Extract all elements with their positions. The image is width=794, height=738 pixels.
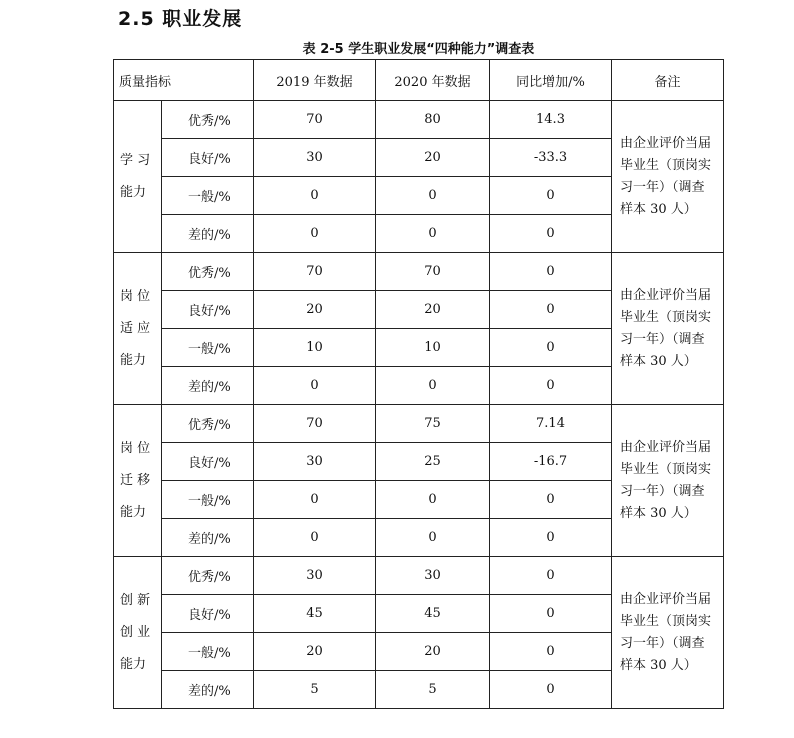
header-growth: 同比增加/%: [490, 60, 612, 101]
value-2020-cell: 0: [376, 177, 490, 215]
value-2019-cell: 30: [254, 557, 376, 595]
growth-cell: 0: [490, 329, 612, 367]
growth-cell: 14.3: [490, 101, 612, 139]
growth-cell: 0: [490, 253, 612, 291]
level-cell: 一般/%: [162, 633, 254, 671]
header-row: [114, 60, 724, 101]
value-2020-cell: 75: [376, 405, 490, 443]
value-2019-cell: 0: [254, 177, 376, 215]
value-2020-cell: 20: [376, 291, 490, 329]
level-cell: 良好/%: [162, 443, 254, 481]
value-2020-cell: 20: [376, 139, 490, 177]
note-cell: 由企业评价当届毕业生（顶岗实习一年）（调查样本 30 人）: [612, 101, 724, 253]
value-2020-cell: 80: [376, 101, 490, 139]
level-cell: 优秀/%: [162, 405, 254, 443]
value-2019-cell: 45: [254, 595, 376, 633]
level-cell: 一般/%: [162, 481, 254, 519]
level-cell: 良好/%: [162, 595, 254, 633]
value-2020-cell: 25: [376, 443, 490, 481]
table-row: [114, 405, 724, 443]
level-cell: 良好/%: [162, 139, 254, 177]
growth-cell: 0: [490, 367, 612, 405]
level-cell: 一般/%: [162, 329, 254, 367]
category-cell: [114, 557, 162, 709]
value-2019-cell: 10: [254, 329, 376, 367]
category-label-line: 创 业: [120, 624, 151, 640]
value-2019-cell: 70: [254, 253, 376, 291]
category-label-line: 迁 移: [120, 472, 151, 488]
category-cell: [114, 405, 162, 557]
level-cell: 优秀/%: [162, 253, 254, 291]
category-label-line: 岗 位: [120, 288, 151, 304]
value-2019-cell: 5: [254, 671, 376, 709]
header-indicator: 质量指标: [114, 60, 254, 101]
value-2020-cell: 0: [376, 519, 490, 557]
value-2019-cell: 30: [254, 139, 376, 177]
value-2019-cell: 0: [254, 367, 376, 405]
category-label-line: 创 新: [120, 592, 151, 608]
value-2019-cell: 70: [254, 101, 376, 139]
growth-cell: 0: [490, 291, 612, 329]
growth-cell: 0: [490, 595, 612, 633]
level-cell: 差的/%: [162, 215, 254, 253]
category-label-line: 适 应: [120, 320, 151, 336]
table-row: [114, 101, 724, 139]
value-2020-cell: 0: [376, 215, 490, 253]
category-label-line: 能力: [120, 184, 147, 200]
level-cell: 良好/%: [162, 291, 254, 329]
growth-cell: -33.3: [490, 139, 612, 177]
level-cell: 一般/%: [162, 177, 254, 215]
level-cell: 优秀/%: [162, 557, 254, 595]
value-2020-cell: 70: [376, 253, 490, 291]
growth-cell: 0: [490, 519, 612, 557]
header-2020: 2020 年数据: [376, 60, 490, 101]
header-2019: 2019 年数据: [254, 60, 376, 101]
level-cell: 差的/%: [162, 519, 254, 557]
growth-cell: 0: [490, 481, 612, 519]
table-row: [114, 557, 724, 595]
value-2020-cell: 0: [376, 367, 490, 405]
growth-cell: 7.14: [490, 405, 612, 443]
category-cell: [114, 253, 162, 405]
category-label-line: 能力: [120, 504, 147, 520]
growth-cell: 0: [490, 215, 612, 253]
table-caption: 表 2-5 学生职业发展“四种能力”调查表: [302, 42, 535, 57]
note-cell: 由企业评价当届毕业生（顶岗实习一年）（调查样本 30 人）: [612, 405, 724, 557]
growth-cell: 0: [490, 557, 612, 595]
value-2020-cell: 5: [376, 671, 490, 709]
survey-table: [113, 59, 724, 709]
note-cell: 由企业评价当届毕业生（顶岗实习一年）（调查样本 30 人）: [612, 557, 724, 709]
header-note: 备注: [612, 60, 724, 101]
level-cell: 优秀/%: [162, 101, 254, 139]
value-2020-cell: 30: [376, 557, 490, 595]
value-2019-cell: 20: [254, 291, 376, 329]
section-title: 2.5 职业发展: [118, 8, 243, 30]
category-label-line: 岗 位: [120, 440, 151, 456]
value-2020-cell: 20: [376, 633, 490, 671]
value-2019-cell: 20: [254, 633, 376, 671]
growth-cell: 0: [490, 671, 612, 709]
value-2019-cell: 30: [254, 443, 376, 481]
value-2019-cell: 0: [254, 519, 376, 557]
level-cell: 差的/%: [162, 671, 254, 709]
level-cell: 差的/%: [162, 367, 254, 405]
growth-cell: 0: [490, 177, 612, 215]
value-2019-cell: 0: [254, 481, 376, 519]
table-row: [114, 253, 724, 291]
value-2019-cell: 0: [254, 215, 376, 253]
category-label-line: 能力: [120, 352, 147, 368]
category-cell: [114, 101, 162, 253]
value-2019-cell: 70: [254, 405, 376, 443]
value-2020-cell: 0: [376, 481, 490, 519]
value-2020-cell: 45: [376, 595, 490, 633]
growth-cell: -16.7: [490, 443, 612, 481]
category-label-line: 学 习: [120, 152, 151, 168]
category-label-line: 能力: [120, 656, 147, 672]
growth-cell: 0: [490, 633, 612, 671]
note-cell: 由企业评价当届毕业生（顶岗实习一年）（调查样本 30 人）: [612, 253, 724, 405]
value-2020-cell: 10: [376, 329, 490, 367]
